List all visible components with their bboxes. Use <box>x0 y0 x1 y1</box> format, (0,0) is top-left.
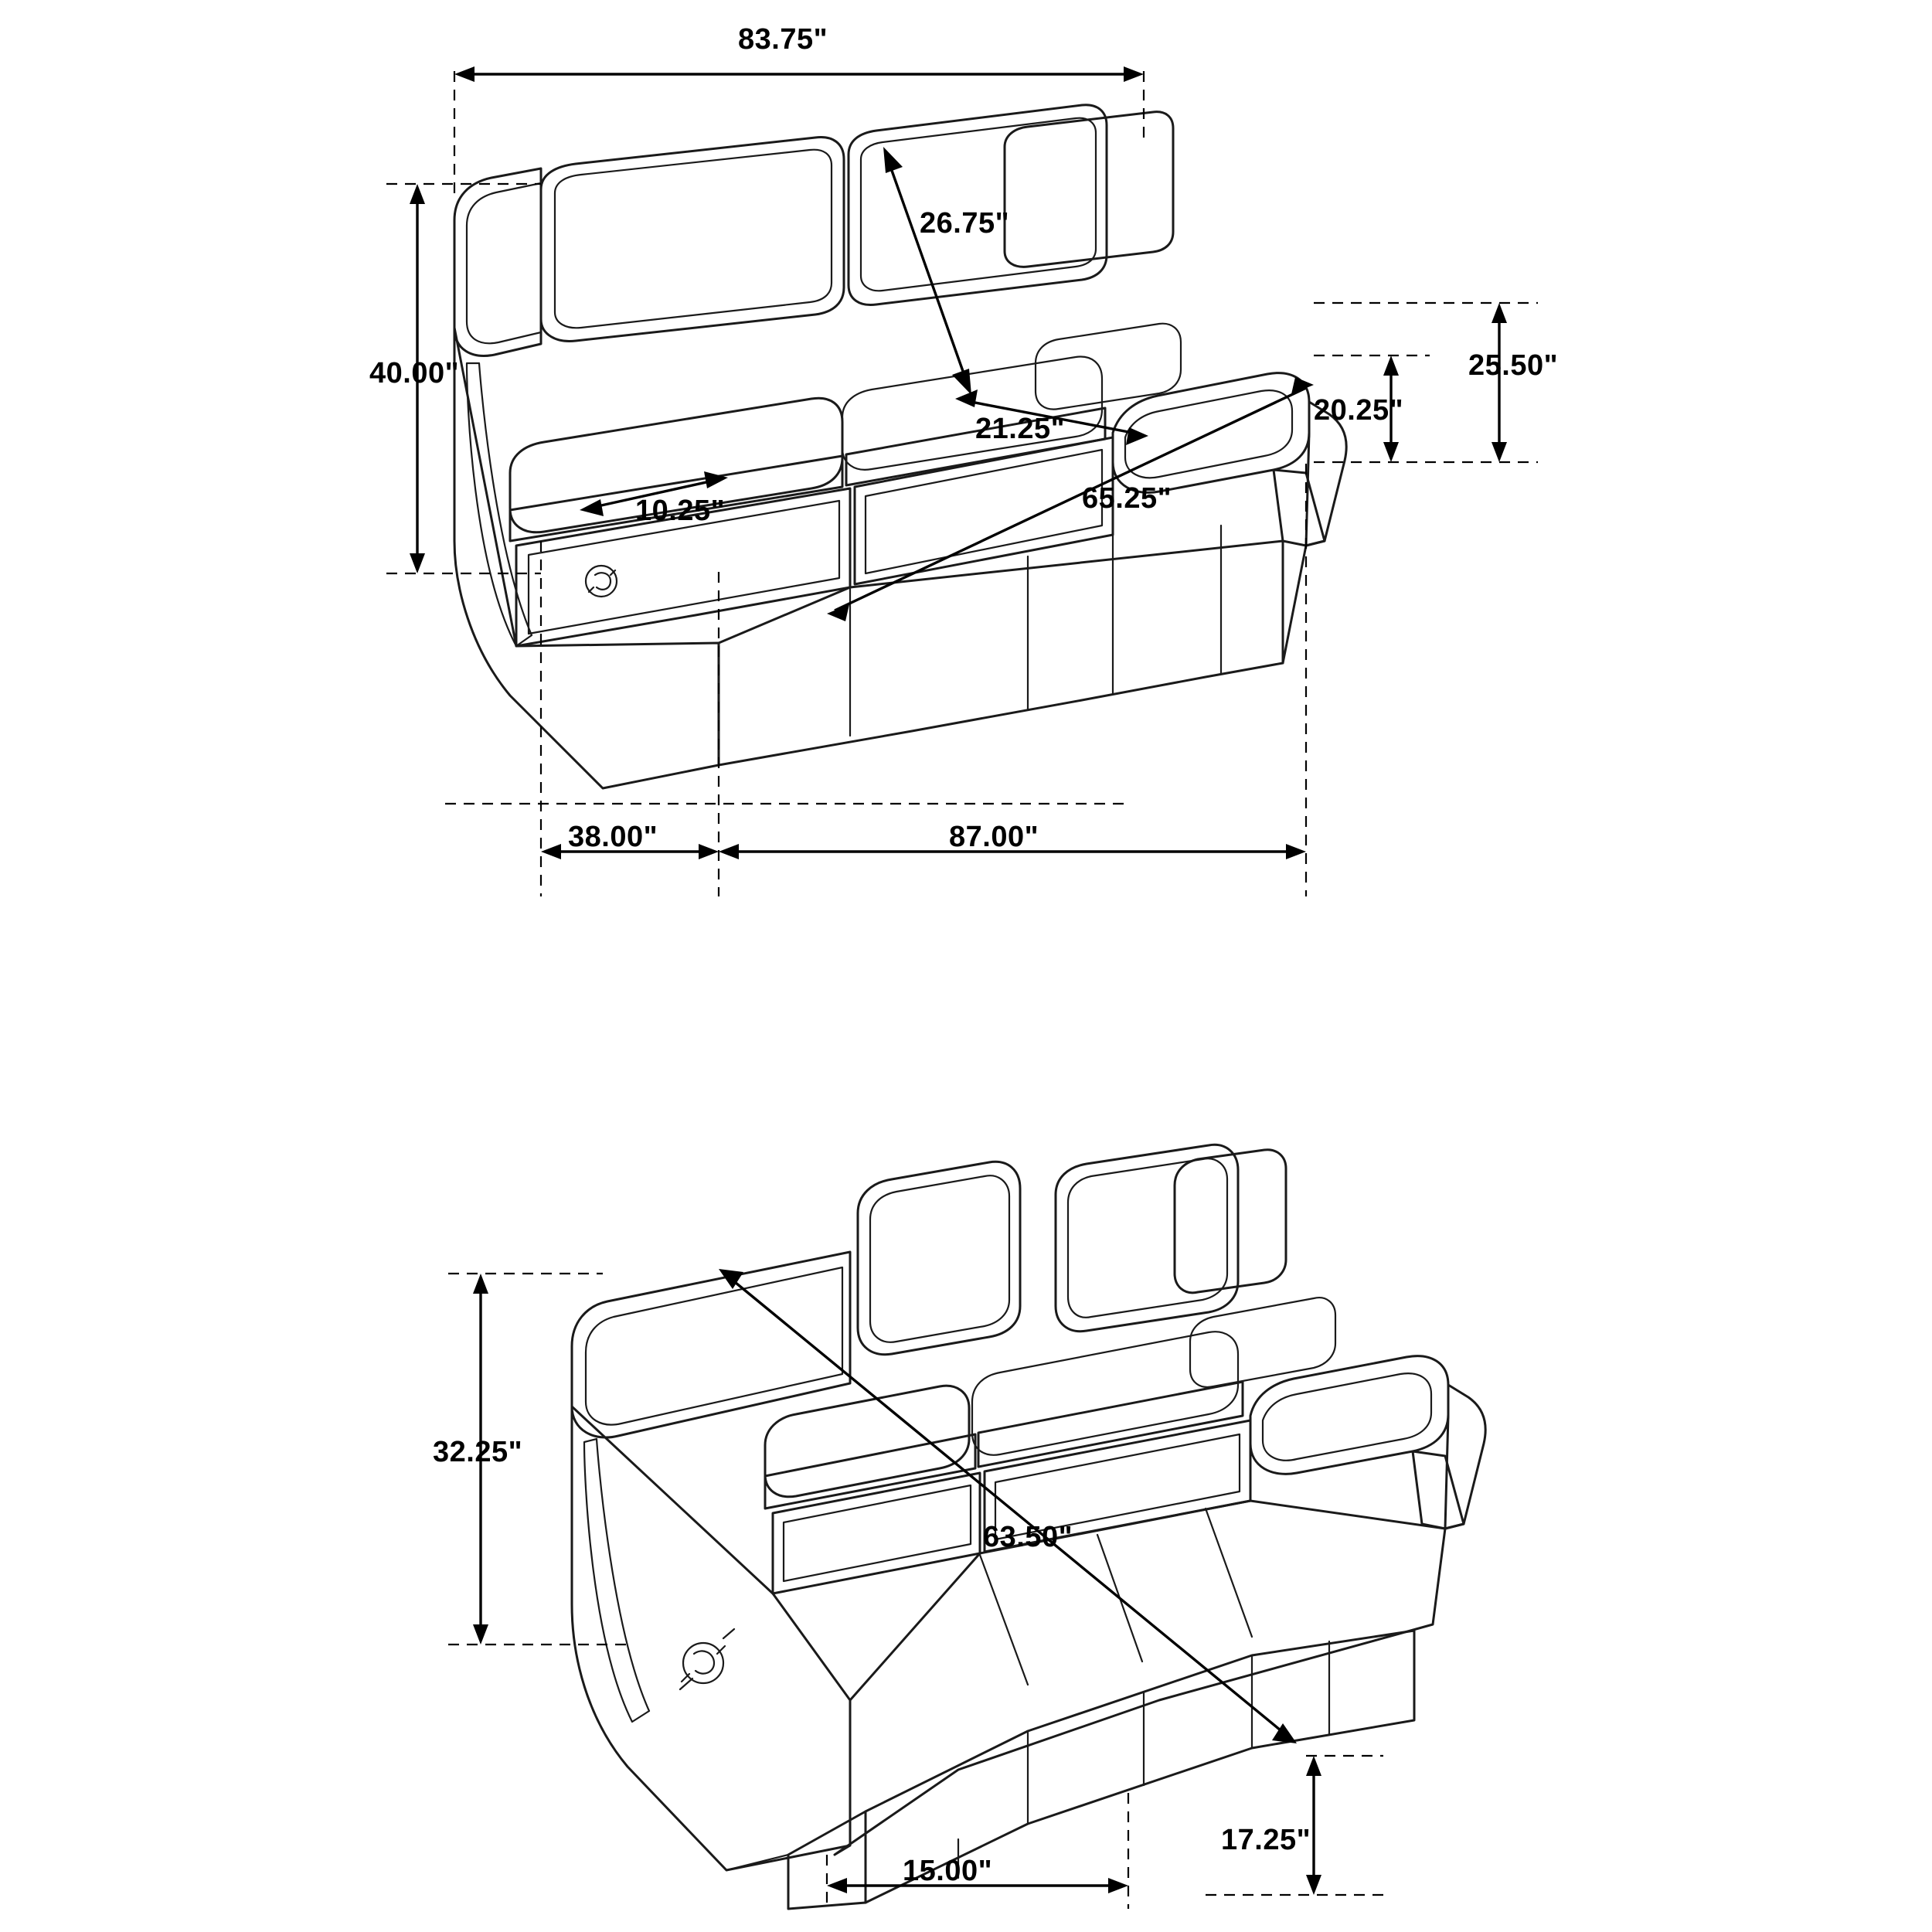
dim-label-overall-width: 83.75" <box>738 23 828 56</box>
dim-label-arm-width: 10.25" <box>635 495 726 527</box>
reclined-sofa-drawing <box>448 1145 1485 1909</box>
dim-label-seat-depth: 21.25" <box>975 413 1066 445</box>
dim-label-arm-height: 25.50" <box>1468 349 1559 382</box>
dim-label-footrest-extension: 15.00" <box>903 1855 993 1887</box>
dim-label-reclined-depth: 63.50" <box>983 1521 1073 1553</box>
dim-label-overall-depth-closed: 38.00" <box>568 821 658 853</box>
dim-label-overall-height: 40.00" <box>369 357 460 389</box>
dim-label-reclined-height: 32.25" <box>433 1436 523 1468</box>
dim-label-seat-width: 65.25" <box>1082 482 1172 515</box>
dim-label-seat-height: 20.25" <box>1314 394 1404 427</box>
upright-sofa-drawing <box>386 66 1538 896</box>
dim-label-seat-back-height: 26.75" <box>920 207 1010 240</box>
dim-label-wall-clearance: 87.00" <box>949 821 1039 853</box>
dim-label-footrest-height: 17.25" <box>1221 1824 1311 1856</box>
